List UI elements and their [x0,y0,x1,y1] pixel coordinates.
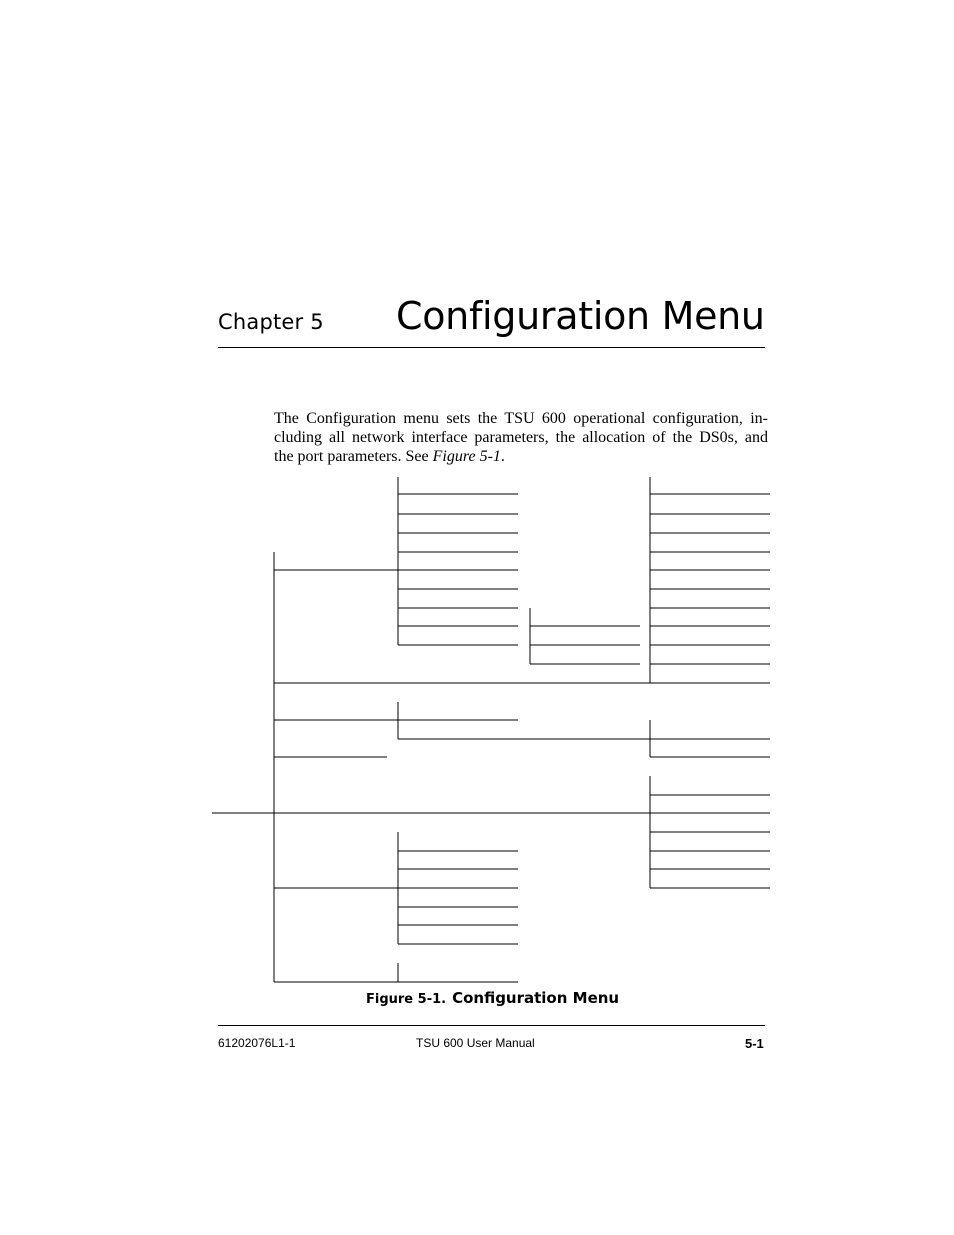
document-number: 61202076L1-1 [218,1036,296,1050]
figure-title: Configuration Menu [452,989,620,1007]
intro-text: the port parameters. See [274,448,433,465]
footer-rule [218,1025,765,1026]
figure-label: Figure 5-1. [366,992,447,1007]
intro-line: The Configuration menu sets the TSU 600 operational configuration, in- [274,410,768,427]
manual-title: TSU 600 User Manual [416,1036,535,1050]
figure-caption [366,988,619,1007]
chapter-label: Chapter 5 [218,310,324,334]
intro-line: cluding all network interface parameters, the allocation of the DS0s, and [274,429,768,446]
chapter-title: Configuration Menu [396,294,765,338]
intro-text: . [500,448,505,465]
page-number: 5-1 [745,1036,764,1051]
figure-reference: Figure 5-1 [432,448,501,465]
